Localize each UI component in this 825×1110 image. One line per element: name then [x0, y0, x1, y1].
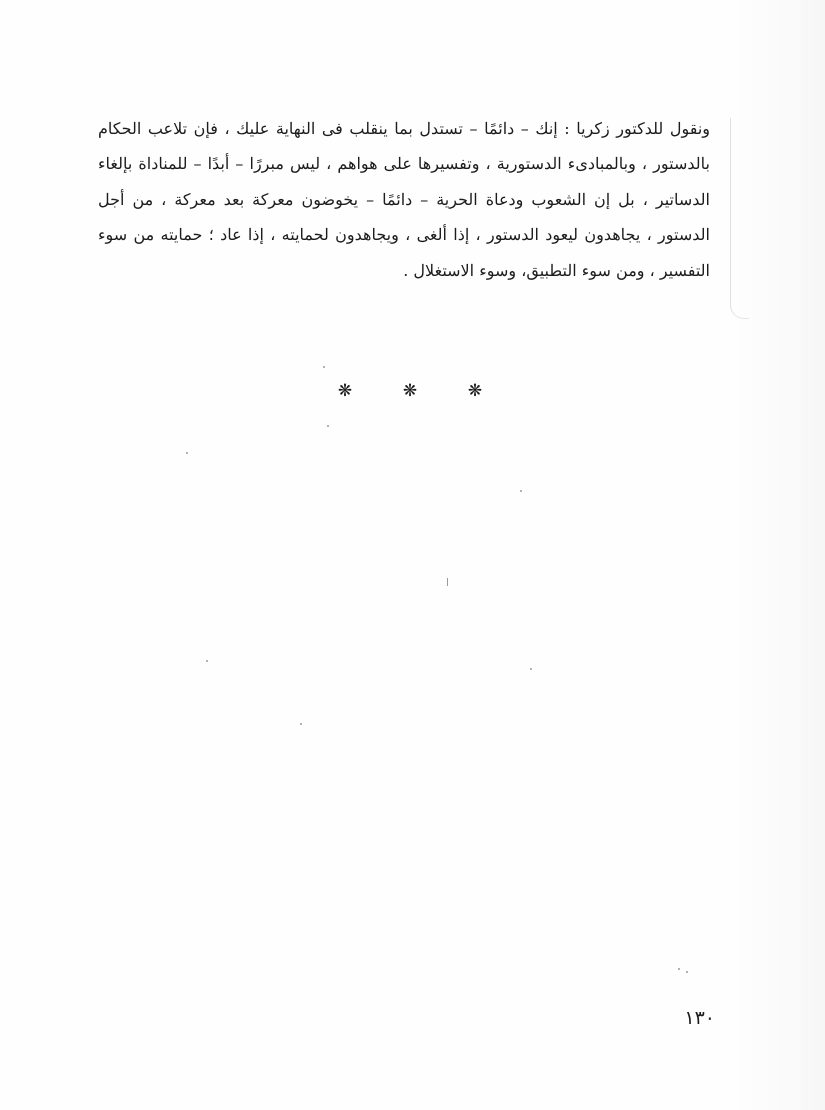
- scan-speck: [206, 660, 208, 662]
- page-number: ١٣٠: [684, 1007, 715, 1029]
- scan-speck: [530, 668, 532, 670]
- scan-speck: [678, 968, 680, 970]
- asterism-glyph: ❋: [467, 381, 483, 401]
- scan-speck: [686, 971, 688, 973]
- scan-speck: [327, 425, 329, 427]
- section-separator: [330, 376, 490, 406]
- scan-speck: [186, 452, 188, 454]
- scan-speck: [323, 366, 325, 368]
- scan-speck: [300, 723, 302, 725]
- asterism-glyph: ❋: [337, 381, 353, 401]
- margin-mark: [730, 118, 749, 319]
- scan-speck: [520, 490, 522, 492]
- asterism-glyph: ❋: [402, 381, 418, 401]
- scan-speck: [447, 578, 448, 586]
- body-paragraph: ونقول للدكتور زكريا : إنك – دائمًا – تستدل بما ينقلب فى النهاية عليك ، فإن تلاعب الحكام بالدستور ، وبالمبادىء الدستورية ، وتفسيرها على هواهم ، ليس مبررًا – أبدًا – للمناداة بإلغاء الدساتير ، بل إن الشعوب ودعاة الحرية – دائمًا – يخوضون معركة بعد معركة ، من أجل الدستور ، يجاهدون ليعود الدستور ، إذا ألغى ، ويجاهدون لحمايته ، إذا عاد ؛ حمايته من سوء التفسير ، ومن سوء التطبيق، وسوء الاستغلال .: [98, 119, 710, 280]
